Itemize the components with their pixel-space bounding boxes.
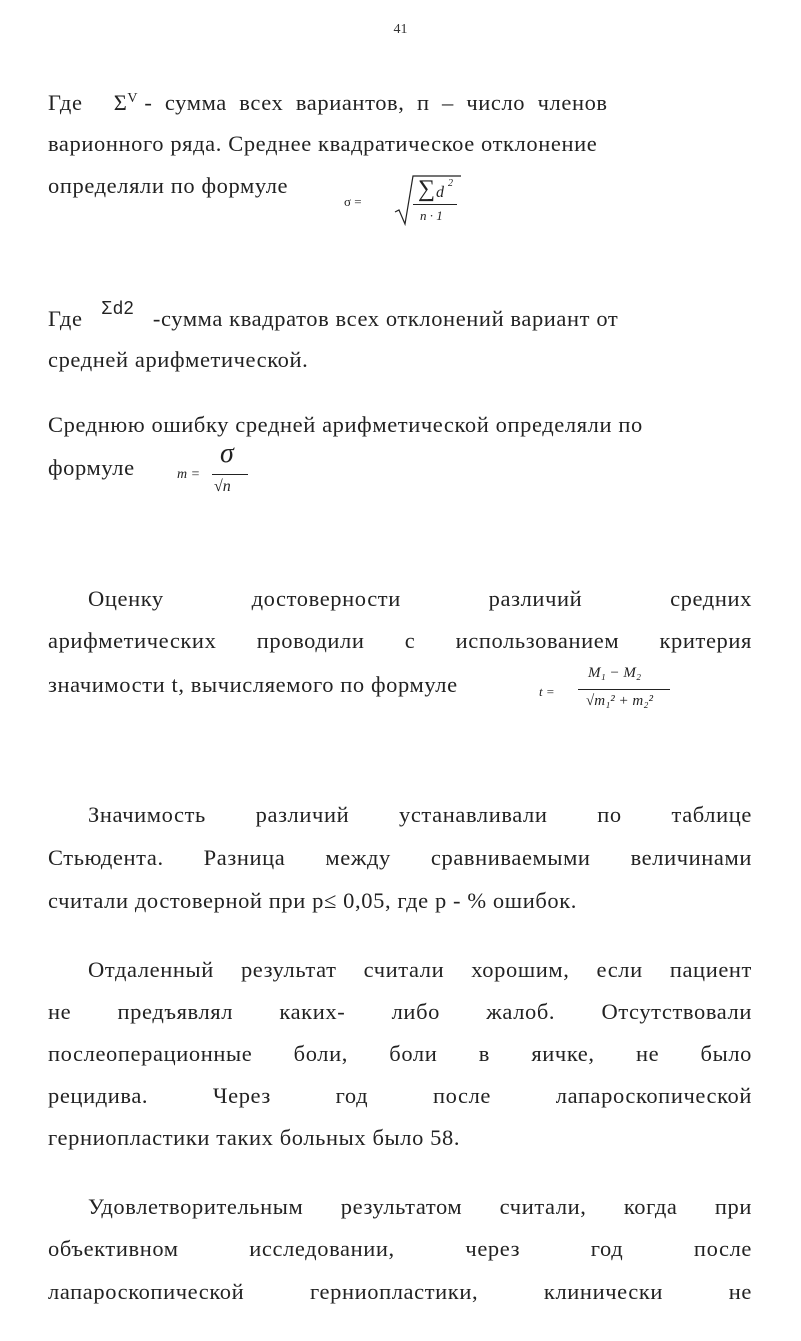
p5-line-3: считали достоверной при р≤ 0,05, где р - % ошибок.: [48, 888, 577, 913]
sigma-formula-exp: 2: [448, 178, 453, 189]
p7-line-2: объективном исследовании, через год после: [48, 1236, 752, 1261]
p7-line-3: лапароскопической герниопластики, клинически не: [48, 1279, 752, 1304]
p1-text-1: - сумма всех вариантов, п – число членов: [144, 90, 608, 115]
sum-d2-symbol: Σd2: [101, 298, 135, 318]
m-formula-den: √n: [214, 478, 231, 495]
p5-line-2: Стьюдента. Разница между сравниваемыми величинами: [48, 845, 752, 870]
p6-line-2: не предъявлял каких- либо жалоб. Отсутствовали: [48, 999, 752, 1024]
sigma-formula-sum: ∑: [418, 176, 436, 202]
p6-line-1: Отдаленный результат считали хорошим, если пациент: [88, 957, 752, 982]
t-formula-den: √m₁² + m₂²: [586, 693, 653, 709]
sigma-formula-lhs: σ =: [344, 194, 362, 209]
p3-line-2: формуле: [48, 455, 135, 480]
p1-gde: Где: [48, 90, 83, 115]
m-formula-num: σ: [220, 438, 234, 469]
m-formula-fraction-bar: [212, 474, 248, 475]
p2-line-2: средней арифметической.: [48, 347, 309, 372]
p1-line-2: варионного ряда. Среднее квадратическое отклонение: [48, 131, 598, 156]
sigma-formula-fraction-bar: [413, 204, 457, 205]
m-formula-lhs: m =: [177, 467, 201, 482]
p2-text-1: -сумма квадратов всех отклонений вариант от: [152, 306, 619, 331]
p4-line-1: Оценку достоверности различий средних: [88, 586, 752, 611]
p3-line-1: Среднюю ошибку средней арифметической определяли по: [48, 412, 643, 437]
p2-line-1: [48, 298, 752, 335]
p6-line-3: послеоперационные боли, боли в яичке, не было: [48, 1041, 752, 1066]
p4-line-3: значимости t, вычисляемого по формуле: [48, 672, 458, 697]
p1-line-1: [48, 88, 752, 122]
page-number: 41: [393, 22, 408, 37]
t-formula-num: M₁ − M₂: [588, 665, 642, 681]
p6-line-5: герниопластики таких больных было 58.: [48, 1125, 461, 1150]
p1-line-3: определяли по формуле: [48, 173, 289, 198]
sum-symbol: Σ: [113, 90, 128, 115]
sigma-formula-den: n · 1: [420, 208, 443, 223]
p7-line-1: Удовлетворительным результатом считали, когда при: [88, 1194, 752, 1219]
p6-line-4: рецидива. Через год после лапароскопической: [48, 1083, 752, 1108]
p4-line-2: арифметических проводили с использованием критерия: [48, 628, 752, 653]
p5-line-1: Значимость различий устанавливали по таблице: [88, 802, 752, 827]
sigma-formula-var: d: [436, 184, 444, 201]
sum-superscript: V: [127, 91, 139, 106]
t-formula-fraction-bar: [578, 689, 670, 690]
t-formula-lhs: t =: [539, 684, 555, 699]
p2-gde: Где: [48, 306, 83, 331]
